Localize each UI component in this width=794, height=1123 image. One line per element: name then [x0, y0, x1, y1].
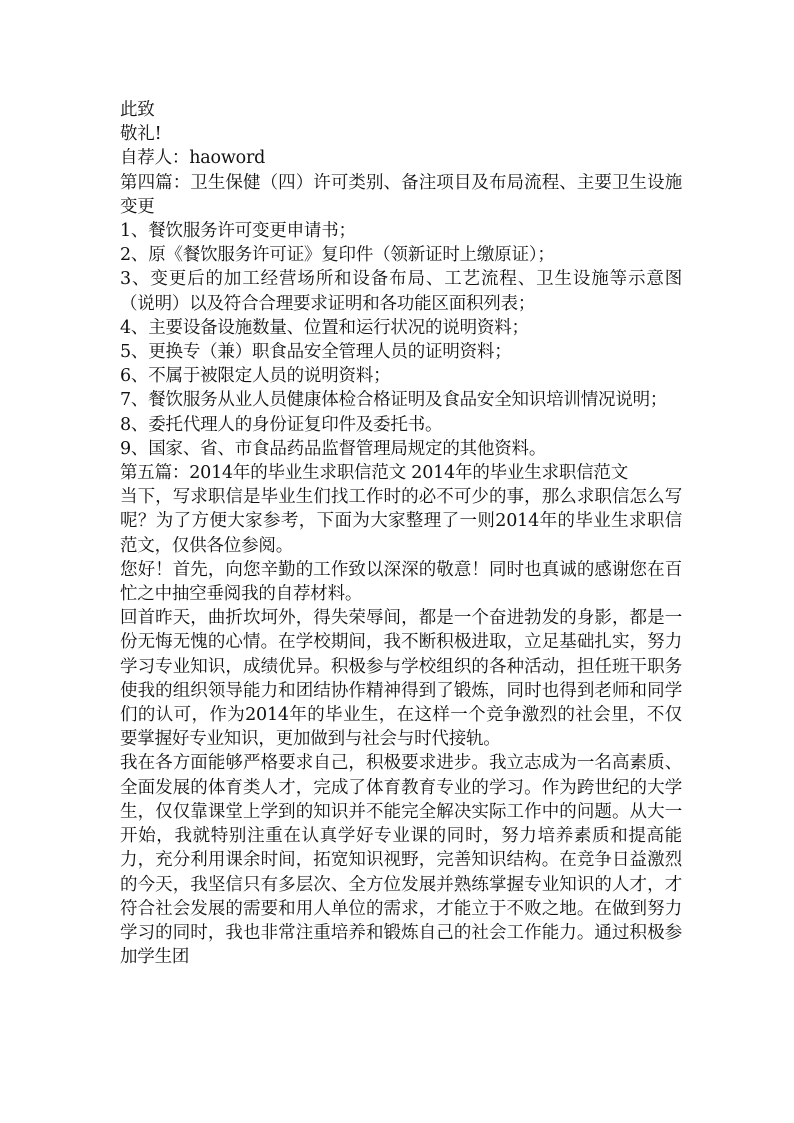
- list-item: 4、主要设备设施数量、位置和运行状况的说明资料；: [120, 317, 529, 338]
- salutation-line: 敬礼!: [120, 124, 162, 145]
- body-paragraph: 我在各方面能够严格要求自己，积极要求进步。我立志成为一名高素质、全面发展的体育类人才，完成了体育教育专业的学习。作为跨世纪的大学生，仅仅靠课堂上学到的知识并不能完全解决实际工作中的问题。从大一开始，我就特别注重在认真学好专业课的同时，努力培养素质和提高能力，充分利用课余时间，拓宽知识视野，完善知识结构。在竞争日益激烈的今天，我坚信只有多层次、全方位发展并熟练掌握专业知识的人才，才符合社会发展的需要和用人单位的需求，才能立于不败之地。在做到努力学习的同时，我也非常注重培养和锻炼自己的社会工作能力。通过积极参加学生团: [120, 753, 682, 968]
- list-item: 7、餐饮服务从业人员健康体检合格证明及食品安全知识培训情况说明；: [120, 390, 668, 411]
- body-paragraph: 回首昨天，曲折坎坷外，得失荣辱间，都是一个奋进勃发的身影，都是一份无悔无愧的心情。在学校期间，我不断积极进取，立足基础扎实，努力学习专业知识，成绩优异。积极参与学校组织的各种活动，担任班干职务使我的组织领导能力和团结协作精神得到了锻炼，同时也得到老师和同学们的认可，作为2014年的毕业生，在这样一个竞争激烈的社会里，不仅要掌握好专业知识，更加做到与社会与时代接轨。: [120, 608, 682, 750]
- list-item: 8、委托代理人的身份证复印件及委托书。: [120, 414, 443, 435]
- list-item: 9、国家、省、市食品药品监督管理局规定的其他资料。: [120, 438, 547, 459]
- list-item: 3、变更后的加工经营场所和设备布局、工艺流程、卫生设施等示意图（说明）以及符合合理要求证明和各功能区面积列表；: [120, 269, 682, 314]
- list-item: 1、餐饮服务许可变更申请书；: [120, 221, 356, 242]
- document-body: [120, 98, 682, 969]
- signature-line: 自荐人：haoword: [120, 148, 266, 169]
- closing-line: 此致: [120, 100, 155, 120]
- list-item: 2、原《餐饮服务许可证》复印件（领新证时上缴原证）；: [120, 245, 555, 266]
- list-item: 5、更换专（兼）职食品安全管理人员的证明资料；: [120, 342, 512, 363]
- section-heading: 第四篇：卫生保健（四）许可类别、备注项目及布局流程、主要卫生设施变更: [120, 172, 682, 217]
- list-item: 6、不属于被限定人员的说明资料；: [120, 366, 391, 387]
- body-paragraph: 当下，写求职信是毕业生们找工作时的必不可少的事，那么求职信怎么写呢？为了方便大家参考，下面为大家整理了一则2014年的毕业生求职信范文，仅供各位参阅。: [120, 487, 682, 556]
- section-heading: 第五篇：2014年的毕业生求职信范文 2014年的毕业生求职信范文: [120, 463, 629, 484]
- body-paragraph: 您好！首先，向您辛勤的工作致以深深的敬意！同时也真诚的感谢您在百忙之中抽空垂阅我的自荐材料。: [120, 559, 682, 605]
